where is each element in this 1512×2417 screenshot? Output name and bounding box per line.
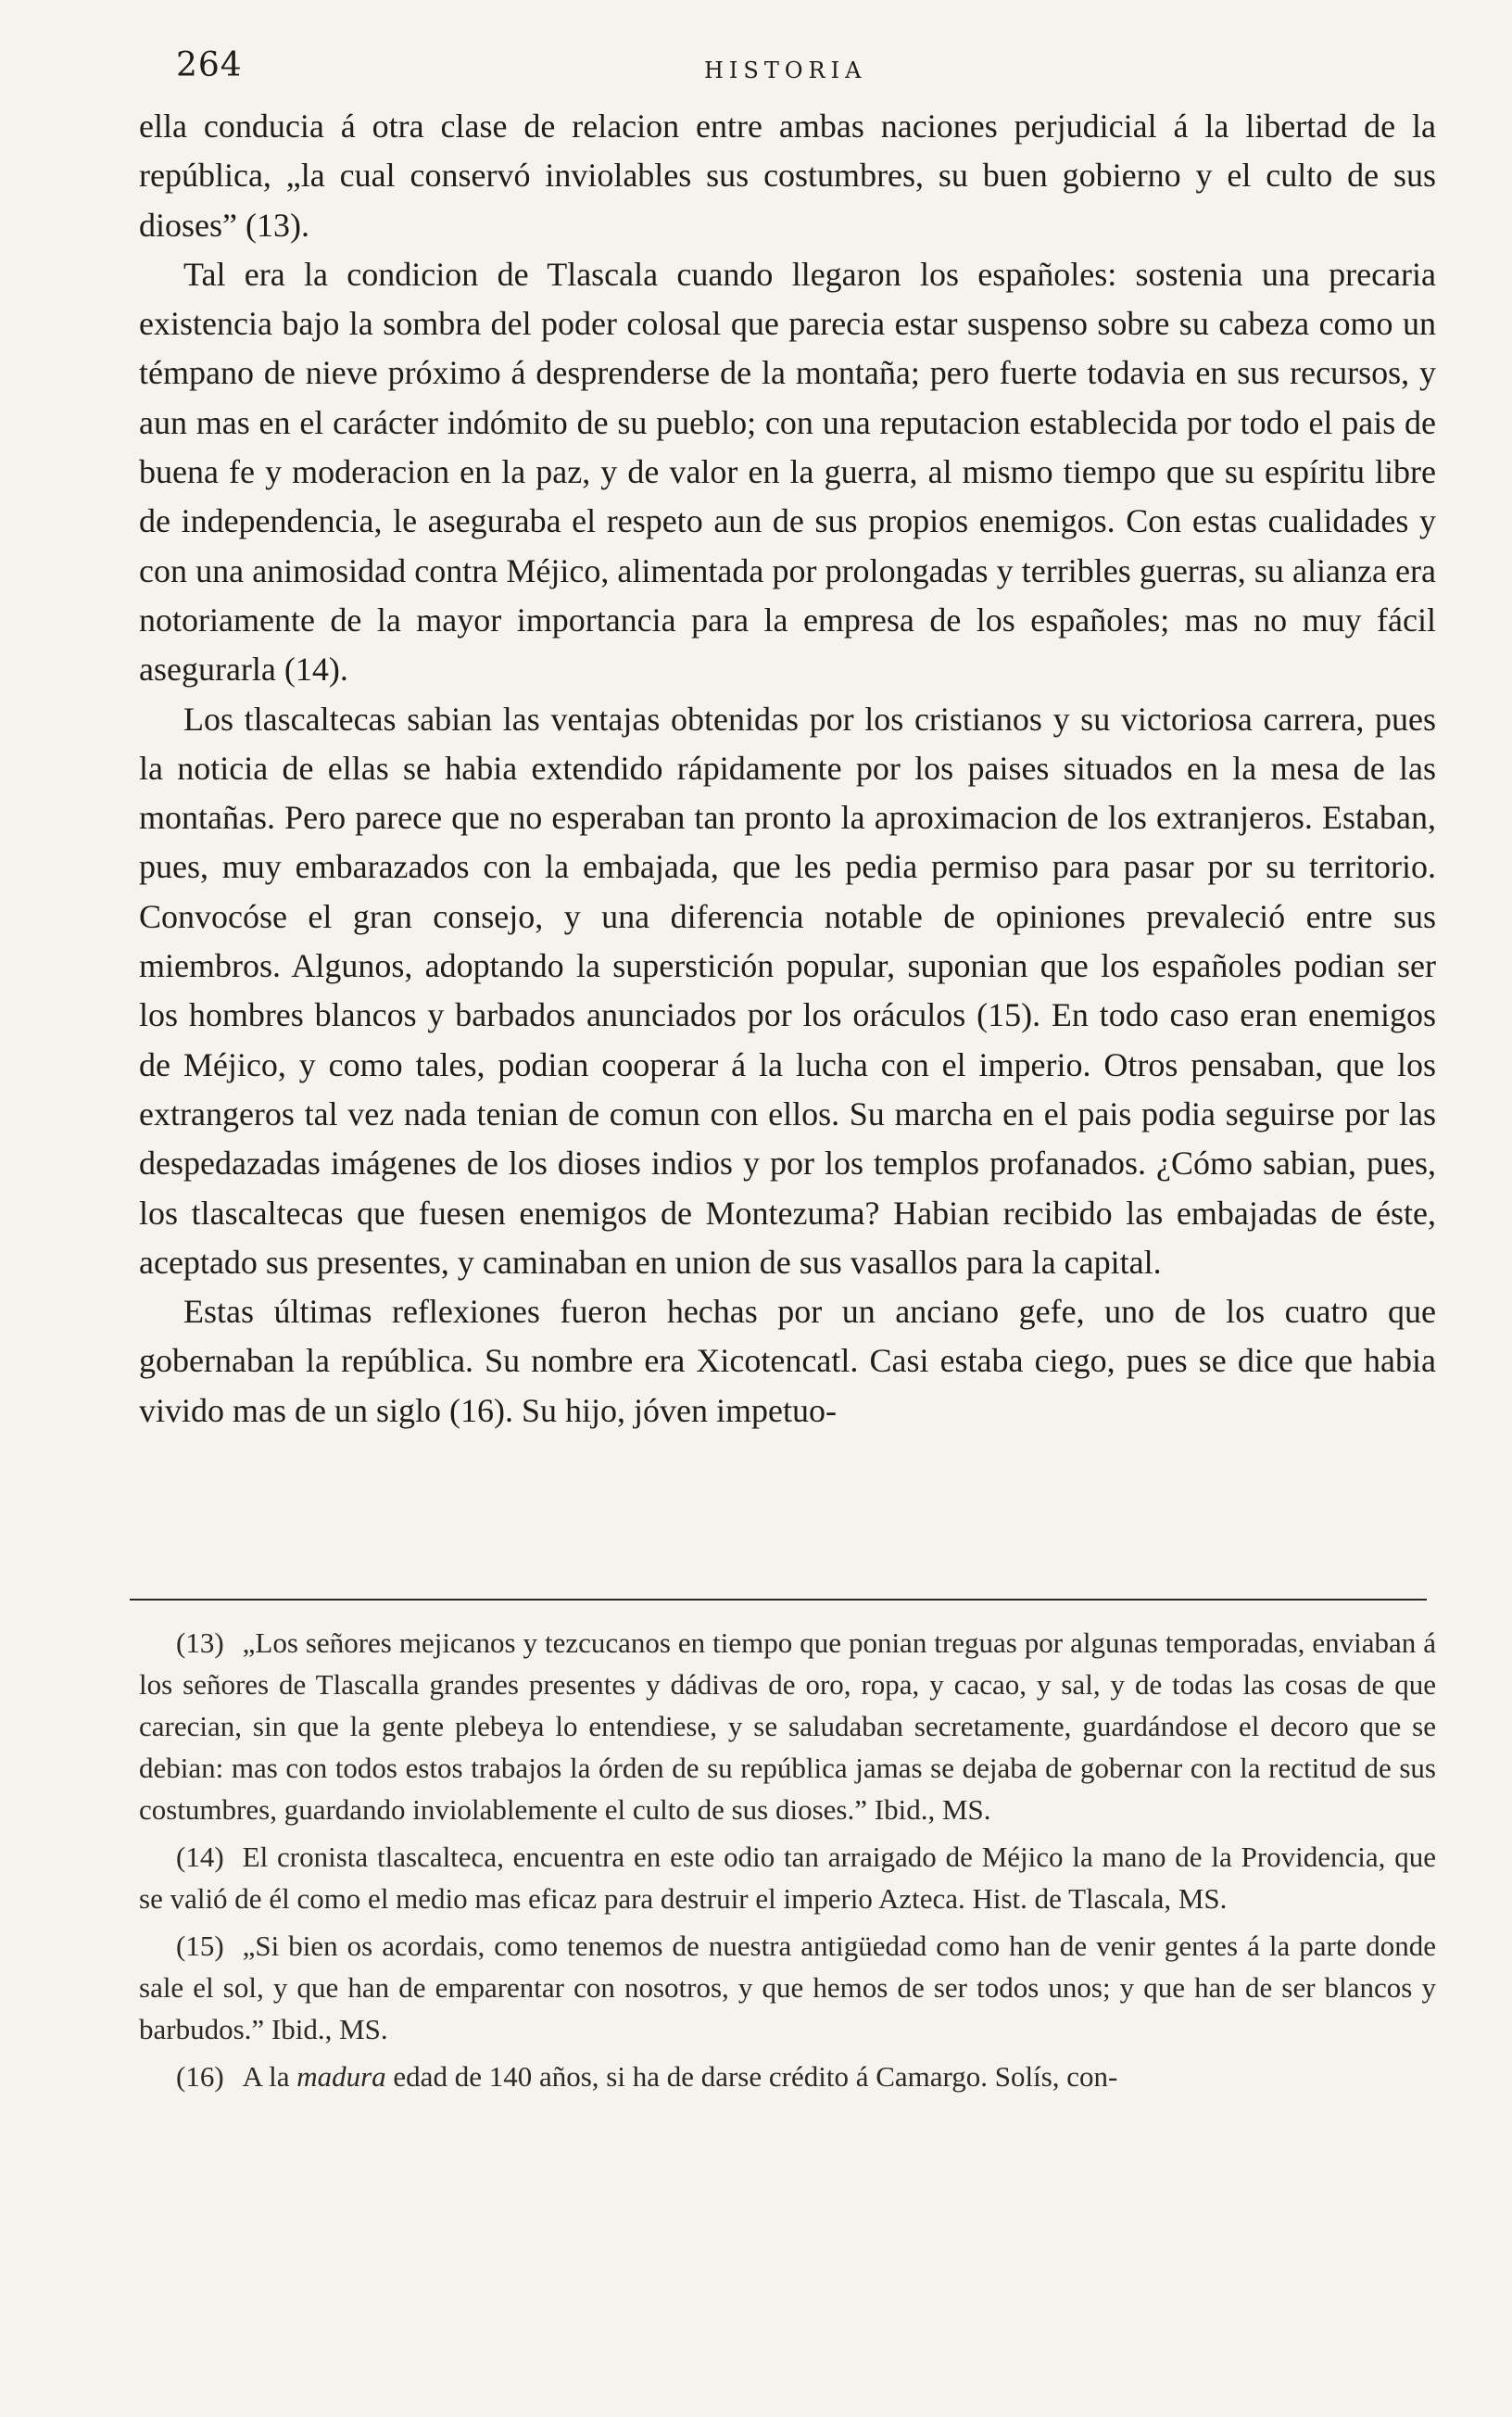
footnote-italic-word: madura — [296, 2060, 386, 2093]
footnote-text-before: A la — [242, 2060, 290, 2093]
footnote-number: (16) — [176, 2060, 224, 2093]
footnote-divider — [130, 1599, 1427, 1601]
footnote-text: El cronista tlascalteca, encuentra en este odio tan arraigado de Méjico la mano de la Providencia, que se valió de él como el medio mas eficaz para destruir el imperio Azteca. Hist. de Tlascala, MS. — [139, 1841, 1436, 1915]
footnote-text-after: edad de 140 años, si ha de darse crédito á Camargo. Solís, con- — [393, 2060, 1118, 2093]
footnote-number: (15) — [176, 1930, 224, 1962]
footnote-14 — [139, 1836, 1436, 1919]
footnote-15 — [139, 1925, 1436, 2050]
paragraph-4: Estas últimas reflexiones fueron hechas por un anciano gefe, uno de los cuatro que gobernaban la república. Su nombre era Xicotencatl. Casi estaba ciego, pues se dice que habia vivido mas de un siglo (16). Su hijo, jóven impetuo- — [139, 1293, 1436, 1429]
page-header — [176, 46, 1427, 102]
paragraph-3: Los tlascaltecas sabian las ventajas obtenidas por los cristianos y su victoriosa carrera, pues la noticia de ellas se habia extendido rápidamente por los paises situados en la mesa de las montañas. Pero parece que no esperaban tan pronto la aproximacion de los extranjeros. Estaban, pues, muy embarazados con la embajada, que les pedia permiso para pasar por su territorio. Convocóse el gran consejo, y una diferencia notable de opiniones prevaleció entre sus miembros. Algunos, adoptando la superstición popular, suponian que los españoles podian ser los hombres blancos y barbados anunciados por los oráculos (15). En todo caso eran enemigos de Méjico, y como tales, podian cooperar á la lucha con el imperio. Otros pensaban, que los extrangeros tal vez nada tenian de comun con ellos. Su marcha en el pais podia seguirse por las despedazadas imágenes de los dioses indios y por los templos profanados. ¿Cómo sabian, pues, los tlascaltecas que fuesen enemigos de Montezuma? Habian recibido las embajadas de éste, aceptado sus presentes, y caminaban en union de sus vasallos para la capital. — [139, 700, 1436, 1281]
footnote-number: (13) — [176, 1626, 224, 1659]
footnote-text: „Si bien os acordais, como tenemos de nuestra antigüedad como han de venir gentes á la parte donde sale el sol, y que han de emparentar con nosotros, y que hemos de ser todos unos; y que han de ser blancos y barbudos.” Ibid., MS. — [139, 1930, 1436, 2045]
footnotes — [139, 1622, 1436, 2103]
footnote-number: (14) — [176, 1841, 224, 1873]
paragraph-2: Tal era la condicion de Tlascala cuando llegaron los españoles: sostenia una precaria existencia bajo la sombra del poder colosal que parecia estar suspenso sobre su cabeza como un témpano de nieve próximo á desprenderse de la montaña; pero fuerte todavia en sus recursos, y aun mas en el carácter indómito de su pueblo; con una reputacion establecida por todo el pais de buena fe y moderacion en la paz, y de valor en la guerra, al mismo tiempo que su espíritu libre de independencia, le aseguraba el respeto aun de sus propios enemigos. Con estas cualidades y con una animosidad contra Méjico, alimentada por prolongadas y terribles guerras, su alianza era notoriamente de la mayor importancia para la empresa de los españoles; mas no muy fácil asegurarla (14). — [139, 255, 1436, 689]
paragraph-1: ella conducia á otra clase de relacion entre ambas naciones perjudicial á la libertad de la república, „la cual conservó inviolables sus costumbres, su buen gobierno y el culto de sus dioses” (13). — [139, 108, 1436, 244]
footnote-13 — [139, 1622, 1436, 1830]
footnote-text: „Los señores mejicanos y tezcucanos en tiempo que ponian treguas por algunas temporadas, enviaban á los señores de Tlascalla grandes presentes y dádivas de oro, ropa, y cacao, y sal, y de todas las cosas de que carecian, sin que la gente plebeya lo entendiese, y se saludaban secretamente, guardándose el decoro que se debian: mas con todos estos trabajos la órden de su república jamas se dejaba de gobernar con la rectitud de sus costumbres, guardando inviolablemente el culto de sus dioses.” Ibid., MS. — [139, 1626, 1436, 1826]
page-number: 264 — [176, 46, 243, 84]
running-head: HISTORIA — [704, 57, 867, 83]
main-text — [139, 102, 1436, 1436]
footnote-16 — [139, 2056, 1436, 2097]
